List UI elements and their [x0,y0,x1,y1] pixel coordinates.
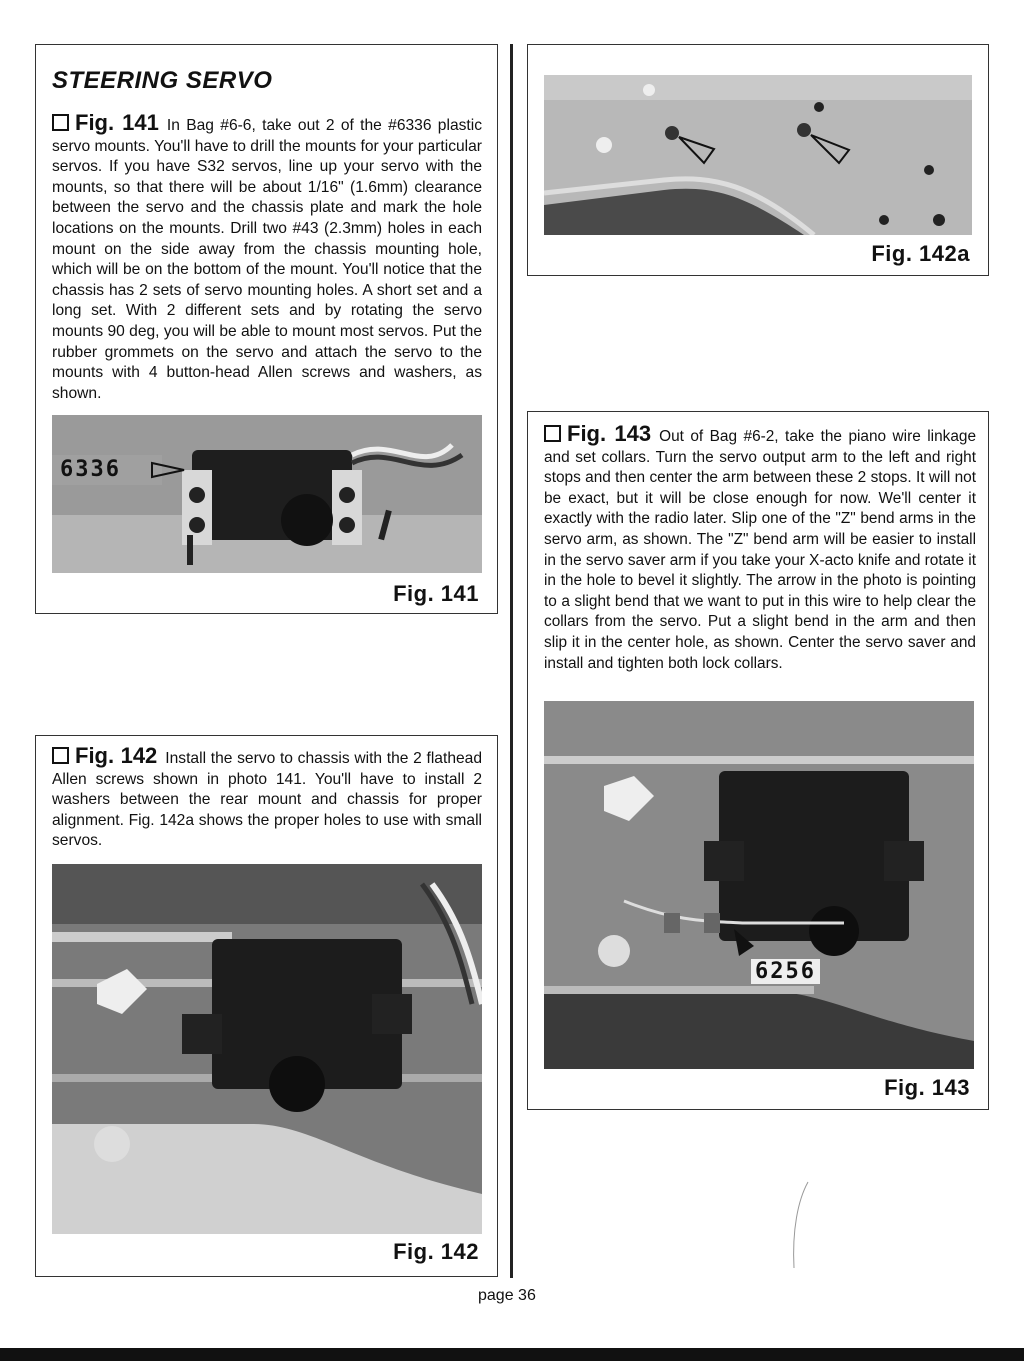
fig142-panel [35,735,498,1277]
part-number-callout: 6336 [60,457,121,482]
servo-photo-illustration [52,415,482,573]
fig143-instructions [544,421,977,674]
section-title: STEERING SERVO [52,67,273,94]
fig141-panel [35,44,498,614]
chassis-holes-illustration [544,75,972,235]
fig143-photo [544,701,974,1069]
chassis-photo-illustration [52,864,482,1234]
linkage-photo-illustration [544,701,974,1069]
fig143-label: Fig. 143 [567,421,652,446]
fig142-caption: Fig. 142 [393,1239,479,1264]
fig143-text: Out of Bag #6-2, take the piano wire linkage and set collars. Turn the servo output arm to the left and right stops and then center the arm between these 2 stops. It will not be exact, but it will be close enough for now. We'll center it exactly with the radio later. Slip one of the "Z" bend arms in the servo arm, as shown. The "Z" bend arm will be easier to install in the servo saver arm if you take your X-acto knife and rotate it in the hole to bevel it slightly. The arrow in the photo is pointing to a slight bend that we want to put in this wire to help clear the collars from the servo. Put a slight bend in the arm and then slip it in the center hole, as shown. Center the servo saver and install and tighten both lock collars. [544,428,977,672]
column-divider [510,44,513,1278]
checkbox-icon[interactable] [52,747,69,764]
fig142a-caption: Fig. 142a [871,241,970,266]
fig143-panel [527,411,989,1110]
fig142a-photo [544,75,972,235]
page-number: page 36 [478,1287,536,1304]
fig141-caption: Fig. 141 [393,581,479,606]
checkbox-icon[interactable] [52,114,69,131]
fig142a-panel [527,44,989,276]
stray-pen-mark [790,1180,810,1270]
fig141-photo [52,415,482,573]
fig143-caption: Fig. 143 [884,1075,970,1100]
scan-edge [0,1348,1024,1361]
fig142-instructions [52,743,483,852]
checkbox-icon[interactable] [544,425,561,442]
fig142-label: Fig. 142 [75,743,158,768]
fig141-text: In Bag #6-6, take out 2 of the #6336 plastic servo mounts. You'll have to drill the mounts for your particular servos. If you have S32 servos, line up your servo with the mounts, so that there will be about 1/16" (1.6mm) clearance between the servo and the chassis plate and mark the hole locations on the mounts. Drill two #43 (2.3mm) holes in each mount on the side away from the chassis mounting hole, which will be on the bottom of the mount. You'll notice that the chassis has 2 sets of servo mounting holes. A short set and a long set. With 2 different sets and by rotating the servo mounts 90 deg, you will be able to mount most servos. Put the rubber grommets on the servo and attach the servo to the mounts with 4 button-head Allen screws and washers, as shown. [52,117,483,402]
fig141-label: Fig. 141 [75,110,159,135]
fig142-text: Install the servo to chassis with the 2 flathead Allen screws shown in photo 141. You'll have to install 2 washers between the rear mount and chassis for proper alignment. Fig. 142a shows the proper holes to use with small servos. [52,750,483,850]
fig142-photo [52,864,482,1234]
fig141-instructions [52,110,483,404]
part-number-callout: 6256 [751,959,820,984]
